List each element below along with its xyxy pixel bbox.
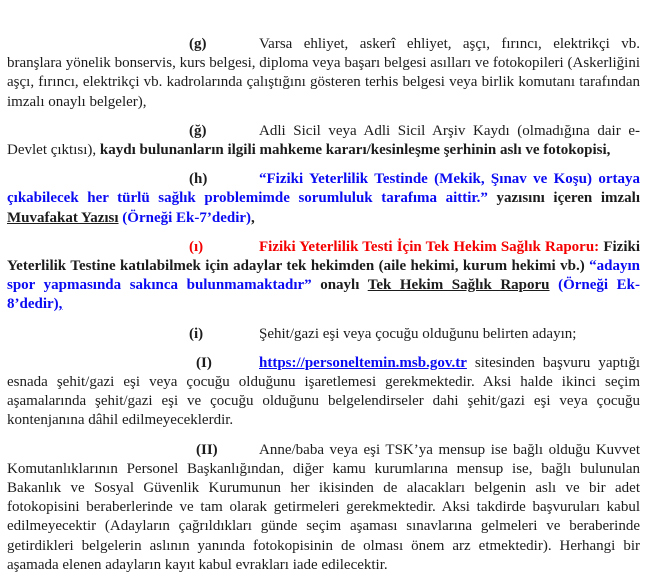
paragraph-h-bold-text: yazısını içeren imzalı bbox=[487, 190, 640, 207]
personeltemin-link[interactable]: https://personeltemin.msb.gov.tr bbox=[259, 354, 467, 371]
annex-7-reference: (Örneği Ek-7’dedir) bbox=[118, 209, 252, 226]
paragraph-i2-text: Şehit/gazi eşi veya çocuğu olduğunu belirten adayın; bbox=[259, 325, 577, 342]
paragraph-I bbox=[7, 354, 640, 431]
item-label-g: (g) bbox=[189, 36, 207, 52]
paragraph-gg-bold-text: kaydı bulunanların ilgili mahkeme kararı/kesinleşme şerhinin aslı ve fotokopisi, bbox=[99, 142, 611, 159]
paragraph-II bbox=[7, 441, 640, 575]
item-label-h: (h) bbox=[189, 171, 208, 188]
item-label-I: (I) bbox=[196, 354, 212, 371]
paragraph-I-text: sitesinden başvuru yaptığı esnada şehit/gazi eşi veya çocuğu olduğunu işaretlemesi gerekmektedir. Aksi halde ikinci seçim aşamalarında şehit/gazi eşi ve çocuğu olduğunu belgelendirseler dahi şehit/gazi eşi veya çocuğu kontenjanına dâhil edilmeyeceklerdir. bbox=[7, 354, 640, 429]
health-disclaimer-quote: “Fiziki Yeterlilik Testinde (Mekik, Şınav ve Koşu) ortaya çıkabilecek her türlü sağlık problemimde sorumluluk tarafıma aittir.” bbox=[7, 171, 640, 207]
paragraph-gg-text: Adli Sicil veya Adli Sicil Arşiv Kaydı (olmadığına dair e-Devlet çıktısı), bbox=[7, 122, 640, 159]
paragraph-i2 bbox=[7, 325, 640, 344]
annex-8-reference: (Örneği Ek-8’dedir) bbox=[7, 277, 640, 313]
item-label-gg: (ğ) bbox=[189, 122, 207, 139]
paragraph-g-text: Varsa ehliyet, askerî ehliyet, aşçı, fırıncı, elektrikçi vb. branşlara yönelik bonservis, kurs belgesi, diploma veya başarı belgesi asılları ve fotokopileri (Askerliğini aşçı, fırıncı, elektrikçi vb. kadrolarında çalıştığını gösteren terhis belgesi veya birlik komutanı tarafından imzalı onaylı belgeler), bbox=[7, 36, 640, 110]
paragraph-h bbox=[7, 170, 640, 228]
paragraph-gg bbox=[7, 122, 640, 160]
paragraph-i1-comma: , bbox=[58, 296, 63, 313]
paragraph-i1-bold-text: Fiziki Yeterlilik Testine katılabilmek için adaylar tek hekimden (aile hekimi, kurum hekimi vb.) bbox=[7, 238, 640, 275]
item-label-II: (II) bbox=[196, 441, 218, 458]
single-physician-report-term: Tek Hekim Sağlık Raporu bbox=[367, 277, 550, 294]
paragraph-i1 bbox=[7, 238, 640, 315]
consent-letter-term: Muvafakat Yazısı bbox=[7, 209, 119, 226]
single-physician-report-heading: Fiziki Yeterlilik Testi İçin Tek Hekim Sağlık Raporu: bbox=[259, 238, 600, 255]
paragraph-II-text: Anne/baba veya eşi TSK’ya mensup ise bağlı olduğu Kuvvet Komutanlıklarının Personel Başkanlığından, diğer kamu kurumlarına mensup ise, bağlı bulunulan Bakanlık ve Sosyal Güvenlik Kurumunun her ikisinden de alacakları belgenin aslı ve bir adet fotokopisini beraberlerinde ve tam olarak getirmeleri gerekmektedir. Aksi takdirde başvuruları kabul edilmeyecektir (Adayların çağrıldıkları günde seçim aşaması sınavlarına gelmeleri ve beraberinde getirdikleri belgelerin aslının yanında fotokopisinin de olması önem arz etmektedir). Herhangi bir aşamada elenen adayların kayıt kabul evrakları iade edilecektir. bbox=[7, 441, 640, 573]
item-label-i1: (ı) bbox=[189, 238, 204, 255]
paragraph-i1-onayli-text: onaylı bbox=[311, 277, 368, 294]
item-label-i2: (i) bbox=[189, 325, 204, 342]
sports-approval-quote: “adayın spor yapmasında sakınca bulunmamaktadır” bbox=[7, 258, 640, 294]
paragraph-g bbox=[7, 35, 640, 112]
paragraph-h-comma: , bbox=[251, 209, 255, 226]
